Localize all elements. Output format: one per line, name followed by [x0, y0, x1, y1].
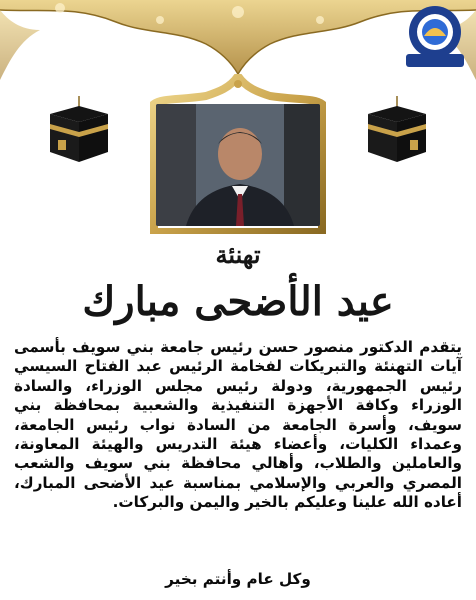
- message-body: يتقدم الدكتور منصور حسن رئيس جامعة بني سويف بأسمى آيات التهنئة والتبريكات لفخامة الرئيس عبد الفتاح السيسي رئيس الجمهورية، ودولة رئيس مجلس الوزراء، والسادة الوزراء وكافة الأجهزة التنفيذية والشعبية بمحافظة بني سويف، وأسرة الجامعة من السادة نواب رئيس الجامعة، وعمداء الكليات، وأعضاء هيئة التدريس والهيئة المعاونة، والعاملين والطلاب، وأهالي محافظة بني سويف والشعب المصري والعربي والإسلامي بمناسبة عيد الأضحى المبارك، أعاده الله علينا وعليكم بالخير واليمن والبركات.: [14, 338, 462, 512]
- greeting-title-eid: عيد الأضحى مبارك: [82, 278, 394, 325]
- greeting-message: [14, 338, 462, 513]
- president-portrait: [156, 104, 320, 226]
- greeting-title-small: تهنئة: [215, 240, 261, 269]
- university-logo: [400, 2, 470, 70]
- kaaba-lantern-right: [366, 96, 428, 166]
- kaaba-lantern-left: [48, 96, 110, 166]
- closing-line: وكل عام وأنتم بخير: [165, 570, 311, 588]
